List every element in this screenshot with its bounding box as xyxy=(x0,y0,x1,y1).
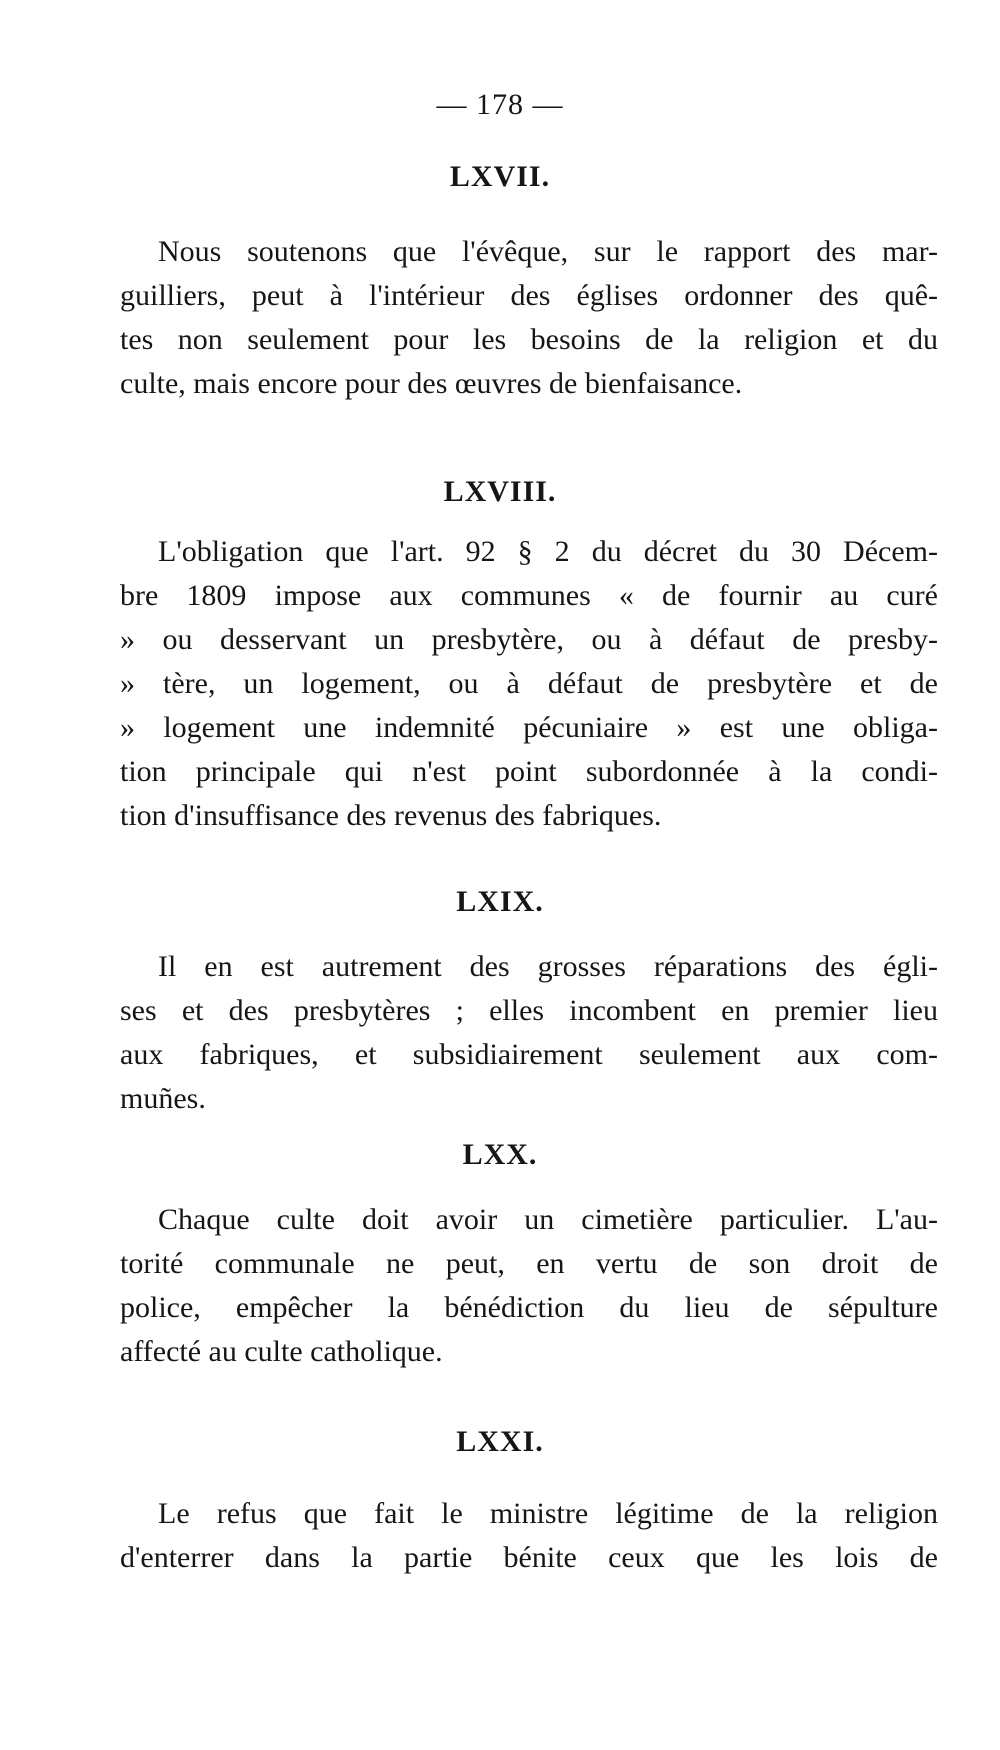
paragraph-line: muñes. xyxy=(120,1082,206,1115)
section-heading-lxviii: LXVIII. xyxy=(443,475,557,508)
paragraph-line: L'obligation que l'art. 92 § 2 du décret du 30 Décem- xyxy=(158,535,938,568)
page-number: — 178 — xyxy=(436,88,564,121)
paragraph-line: bre 1809 impose aux communes « de fournir au curé xyxy=(120,579,938,612)
section-paragraph-lxviii xyxy=(120,530,938,838)
section-paragraph-lxxi xyxy=(120,1492,938,1580)
paragraph-line: tion principale qui n'est point subordonnée à la condi- xyxy=(120,755,938,788)
paragraph-line: Il en est autrement des grosses réparations des égli- xyxy=(158,950,938,983)
paragraph-line: » tère, un logement, ou à défaut de presbytère et de xyxy=(120,667,938,700)
paragraph-line: tes non seulement pour les besoins de la religion et du xyxy=(120,323,938,356)
paragraph-line: police, empêcher la bénédiction du lieu de sépulture xyxy=(120,1291,938,1324)
section-heading-lxix: LXIX. xyxy=(456,885,544,918)
paragraph-line: aux fabriques, et subsidiairement seulement aux com- xyxy=(120,1038,938,1071)
paragraph-line: Nous soutenons que l'évêque, sur le rapport des mar- xyxy=(158,235,938,268)
paragraph-line: » logement une indemnité pécuniaire » est une obliga- xyxy=(120,711,938,744)
section-heading-lxx: LXX. xyxy=(462,1138,538,1171)
paragraph-line: culte, mais encore pour des œuvres de bienfaisance. xyxy=(120,367,743,400)
paragraph-line: » ou desservant un presbytère, ou à défaut de presby- xyxy=(120,623,938,656)
section-paragraph-lxx xyxy=(120,1198,938,1374)
paragraph-line: ses et des presbytères ; elles incombent en premier lieu xyxy=(120,994,938,1027)
paragraph-line: Le refus que fait le ministre légitime de la religion xyxy=(158,1497,938,1530)
paragraph-line: guilliers, peut à l'intérieur des églises ordonner des quê- xyxy=(120,279,938,312)
section-paragraph-lxix xyxy=(120,945,938,1121)
section-heading-lxvii: LXVII. xyxy=(449,160,551,193)
section-heading-lxxi: LXXI. xyxy=(456,1425,544,1458)
paragraph-line: Chaque culte doit avoir un cimetière particulier. L'au- xyxy=(158,1203,938,1236)
paragraph-line: tion d'insuffisance des revenus des fabriques. xyxy=(120,799,662,832)
paragraph-line: d'enterrer dans la partie bénite ceux que les lois de xyxy=(120,1541,938,1574)
paragraph-line: affecté au culte catholique. xyxy=(120,1335,443,1368)
paragraph-line: torité communale ne peut, en vertu de son droit de xyxy=(120,1247,938,1280)
section-paragraph-lxvii xyxy=(120,230,938,406)
